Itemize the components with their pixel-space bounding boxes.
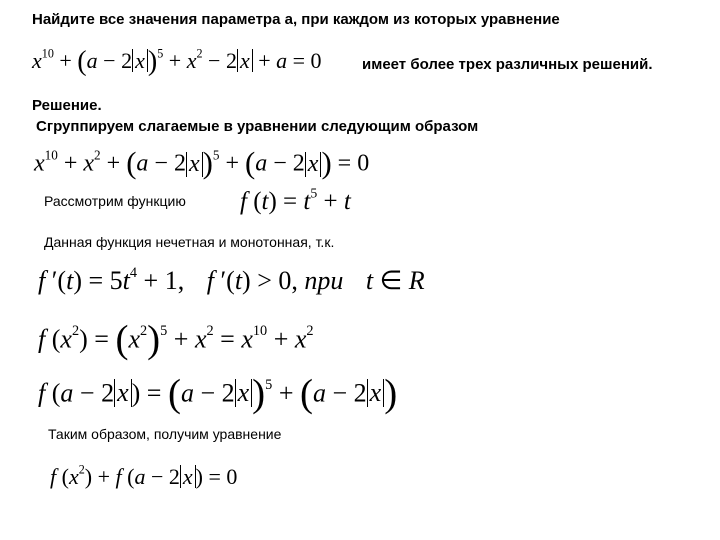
conclusion-text: Таким образом, получим уравнение <box>48 426 282 442</box>
solution-heading: Решение. <box>32 97 102 114</box>
problem-tail: имеет более трех различных решений. <box>362 56 653 73</box>
group-text: Сгруппируем слагаемые в уравнении следующим образом <box>36 118 479 135</box>
derivative-equation: f $'(t) = 5t^4 + 1$, f ′(t) > 0, при t ∈ R <box>38 264 425 295</box>
f-of-x-squared: f $(x^2) = (x^2)^5 + x^2 = x^{10} + x^2$ <box>38 318 314 361</box>
function-definition: f $(t) = t^5 + t$ <box>240 185 351 215</box>
consider-text: Рассмотрим функцию <box>44 193 186 209</box>
problem-statement: Найдите все значения параметра а, при каждом из которых уравнение <box>32 11 560 28</box>
problem-equation: $x^{10} + (a - 2$ x )$^5 + x^2 - 2$ x + a = 0 <box>32 46 322 77</box>
grouped-equation: $x^{10} + x^2 + (a - 2$ x)$^5$ + (a − 2 x) = 0 <box>34 146 370 180</box>
final-equation: f $(x^2) + f$ (a − 2 x ) = 0 <box>50 462 238 489</box>
f-of-a-minus-2x: f (a − 2 x ) = (a − 2 x)$^5$ + (a − 2 x) <box>38 372 398 415</box>
property-text: Данная функция нечетная и монотонная, т.к. <box>44 234 335 250</box>
